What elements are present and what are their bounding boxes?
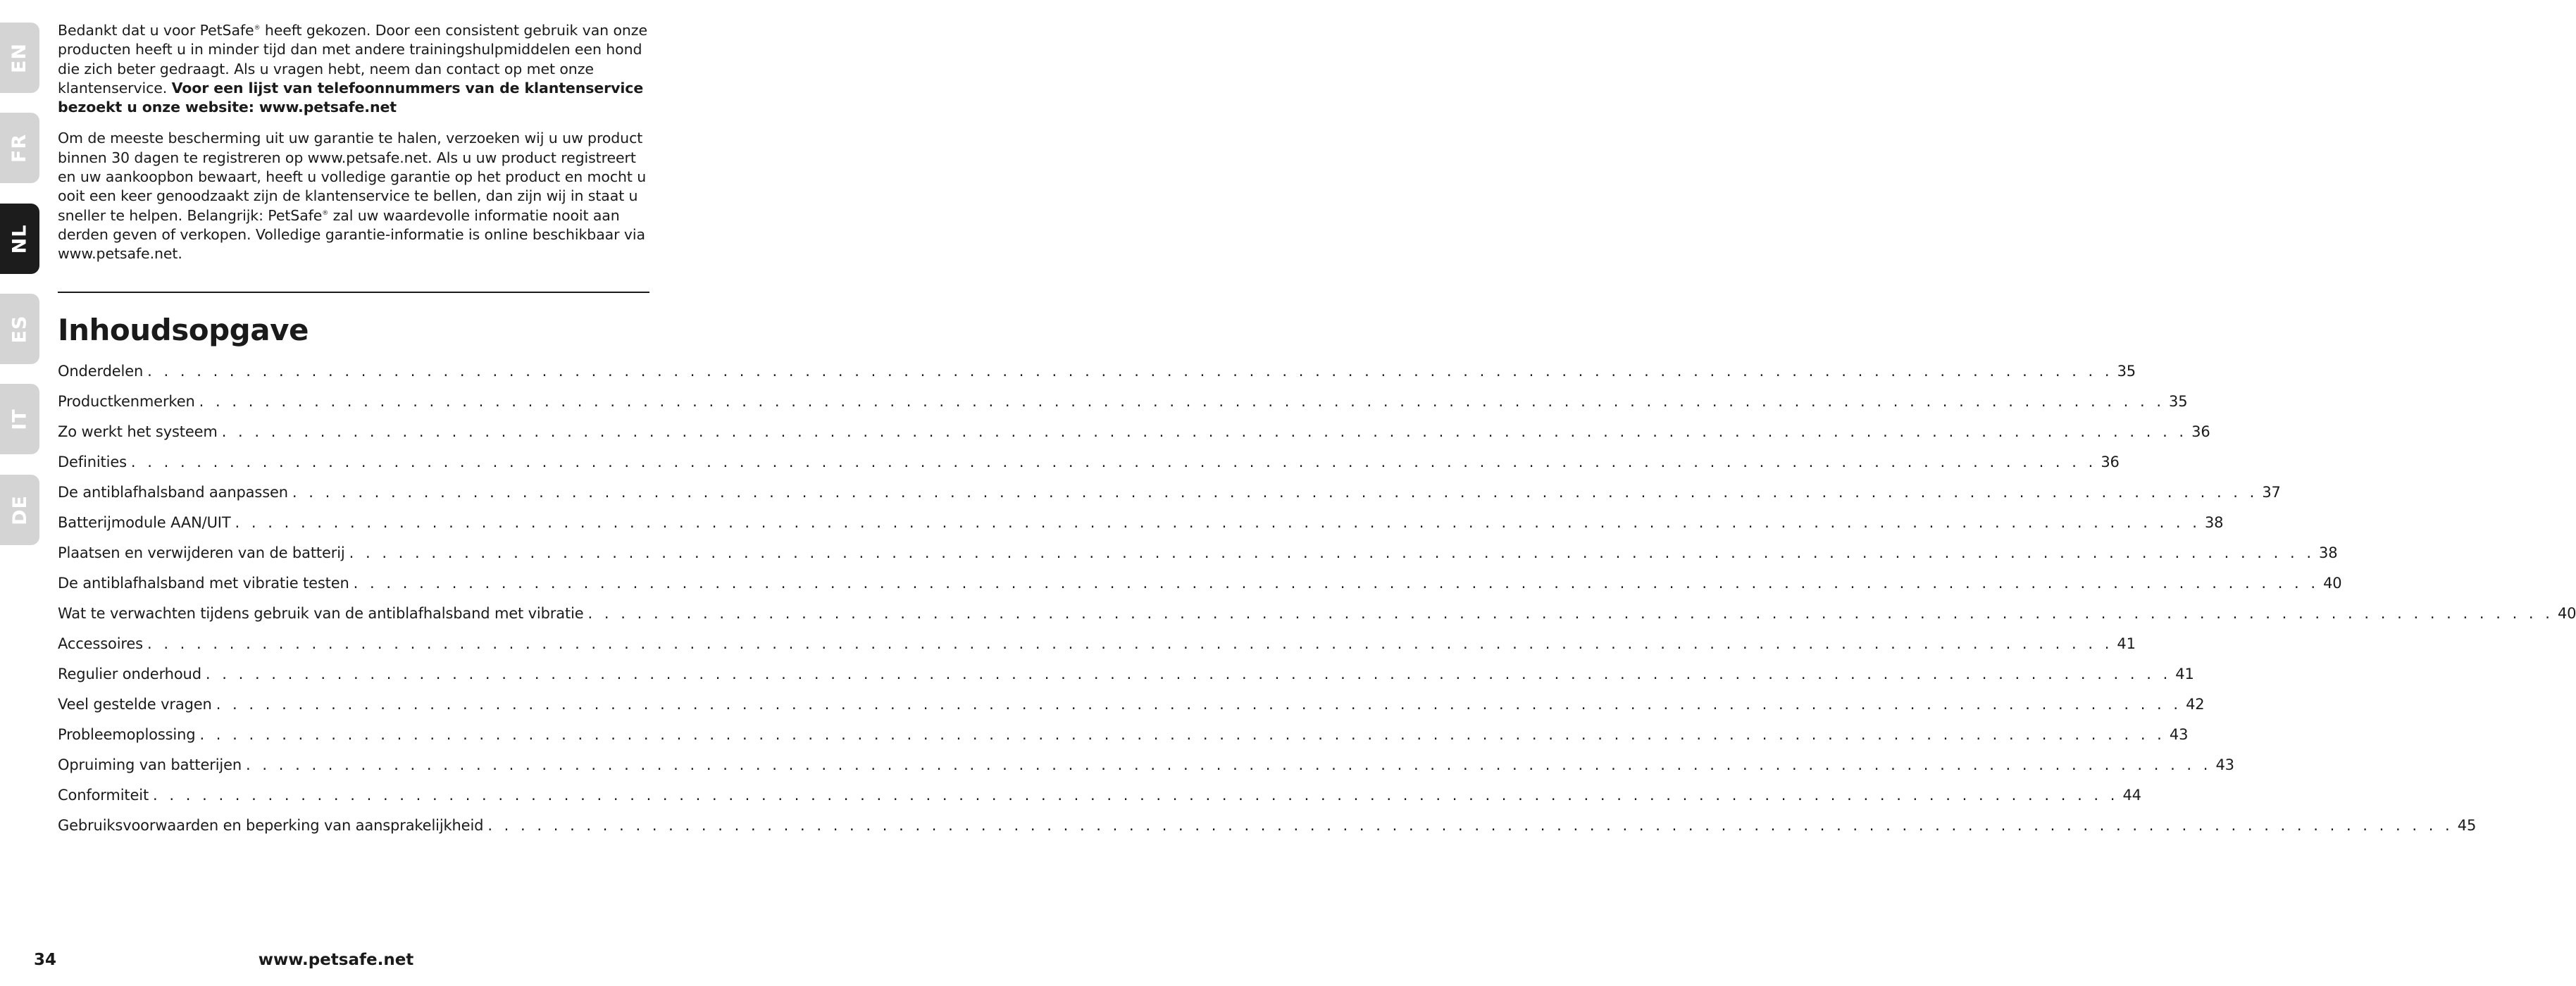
toc-entry-page: 37 (2262, 484, 2281, 501)
toc-entry[interactable] (58, 659, 2194, 689)
toc-dot-leader: . . . . . . . . . . . . . . . . . . . . . . . . . . . . . . . . . . . . . . . . . . . . . . . . . . . . . . . . . . . . . . . . . . . . . . . . . . . . . . . . . . . . . . . . . . . . . . . . . . . . . . . . . . . . . . . . . . . . . . . . (130, 454, 2097, 470)
language-tab-it[interactable] (0, 384, 39, 454)
language-tab-fr[interactable] (0, 113, 39, 183)
toc-entry-page: 41 (2175, 666, 2194, 682)
page-number: 34 (34, 951, 57, 969)
toc-entry-page: 38 (2319, 544, 2338, 561)
language-tab-label: DE (8, 494, 31, 525)
toc-entry[interactable] (58, 750, 2234, 780)
table-of-contents (58, 356, 2576, 841)
toc-dot-leader: . . . . . . . . . . . . . . . . . . . . . . . . . . . . . . . . . . . . . . . . . . . . . . . . . . . . . . . . . . . . . . . . . . . . . . . . . . . . . . . . . . . . . . . . . . . . . . . . . . . . . . . . . . . . . . . . . . . . . . . . (199, 726, 2165, 743)
language-tab-en[interactable] (0, 23, 39, 93)
toc-entry-title: De antiblafhalsband met vibratie testen (58, 575, 349, 592)
toc-entry-page: 36 (2101, 454, 2120, 470)
language-tab-label: EN (8, 42, 31, 73)
toc-entry[interactable] (58, 417, 2210, 447)
toc-dot-leader: . . . . . . . . . . . . . . . . . . . . . . . . . . . . . . . . . . . . . . . . . . . . . . . . . . . . . . . . . . . . . . . . . . . . . . . . . . . . . . . . . . . . . . . . . . . . . . . . . . . . . . . . . . . . . . . . . . . . . . . . (235, 514, 2201, 531)
toc-dot-leader: . . . . . . . . . . . . . . . . . . . . . . . . . . . . . . . . . . . . . . . . . . . . . . . . . . . . . . . . . . . . . . . . . . . . . . . . . . . . . . . . . . . . . . . . . . . . . . . . . . . . . . . . . . . . . . . . . . . . . . . . (147, 363, 2113, 380)
toc-dot-leader: . . . . . . . . . . . . . . . . . . . . . . . . . . . . . . . . . . . . . . . . . . . . . . . . . . . . . . . . . . . . . . . . . . . . . . . . . . . . . . . . . . . . . . . . . . . . . . . . . . . . . . . . . . . . . . . . . . . . . . . . (153, 787, 2119, 804)
toc-entry[interactable] (58, 447, 2120, 478)
toc-entry-title: Zo werkt het systeem (58, 423, 218, 440)
toc-entry[interactable] (58, 689, 2205, 720)
language-tab-de[interactable] (0, 475, 39, 545)
toc-entry[interactable] (58, 780, 2141, 811)
toc-entry-title: Conformiteit (58, 787, 149, 804)
toc-entry-page: 44 (2122, 787, 2141, 804)
toc-dot-leader: . . . . . . . . . . . . . . . . . . . . . . . . . . . . . . . . . . . . . . . . . . . . . . . . . . . . . . . . . . . . . . . . . . . . . . . . . . . . . . . . . . . . . . . . . . . . . . . . . . . . . . . . . . . . . . . . . . . . . . . . (216, 696, 2182, 713)
toc-entry-page: 35 (2117, 363, 2136, 380)
toc-entry-page: 42 (2186, 696, 2205, 713)
intro-text-segment: zal uw waardevolle informatie nooit aan derden geven of verkopen. Volledige garantie-informatie is online beschikbaar via www.petsafe.net. (58, 206, 645, 263)
toc-dot-leader: . . . . . . . . . . . . . . . . . . . . . . . . . . . . . . . . . . . . . . . . . . . . . . . . . . . . . . . . . . . . . . . . . . . . . . . . . . . . . . . . . . . . . . . . . . . . . . . . . . . . . . . . . . . . . . . . . . . . . . . . (147, 635, 2113, 652)
toc-entry-page: 41 (2117, 635, 2136, 652)
language-tab-label: FR (8, 133, 31, 163)
toc-entry-title: Veel gestelde vragen (58, 696, 212, 713)
toc-dot-leader: . . . . . . . . . . . . . . . . . . . . . . . . . . . . . . . . . . . . . . . . . . . . . . . . . . . . . . . . . . . . . . . . . . . . . . . . . . . . . . . . . . . . . . . . . . . . . . . . . . . . . . . . . . . . . . . . . . . . . . . . (199, 393, 2165, 410)
language-tab-label: ES (8, 315, 31, 343)
intro-paragraph-2 (58, 129, 649, 263)
toc-entry[interactable] (58, 356, 2136, 387)
toc-entry-page: 45 (2457, 817, 2477, 834)
toc-entry[interactable] (58, 568, 2342, 599)
toc-dot-leader: . . . . . . . . . . . . . . . . . . . . . . . . . . . . . . . . . . . . . . . . . . . . . . . . . . . . . . . . . . . . . . . . . . . . . . . . . . . . . . . . . . . . . . . . . . . . . . . . . . . . . . . . . . . . . . . . . . . . . . . . (246, 756, 2212, 773)
toc-dot-leader: . . . . . . . . . . . . . . . . . . . . . . . . . . . . . . . . . . . . . . . . . . . . . . . . . . . . . . . . . . . . . . . . . . . . . . . . . . . . . . . . . . . . . . . . . . . . . . . . . . . . . . . . . . . . . . . . . . . . . . . . (487, 817, 2453, 834)
language-tab-label: IT (8, 408, 31, 430)
toc-entry-page: 38 (2204, 514, 2224, 531)
footer-url[interactable]: www.petsafe.net (258, 951, 414, 969)
toc-entry-title: Gebruiksvoorwaarden en beperking van aansprakelijkheid (58, 817, 484, 834)
toc-entry-title: Definities (58, 454, 127, 470)
toc-entry-title: Plaatsen en verwijderen van de batterij (58, 544, 345, 561)
registered-mark: ® (254, 25, 261, 32)
toc-entry-title: Accessoires (58, 635, 143, 652)
toc-entry[interactable] (58, 720, 2189, 750)
customer-service-note: Voor een lijst van telefoonnummers van de klantenservice bezoekt u onze website: www.petsafe.net (58, 79, 644, 116)
toc-heading: Inhoudsopgave (58, 313, 309, 347)
toc-entry-page: 35 (2169, 393, 2188, 410)
toc-entry-title: Opruiming van batterijen (58, 756, 242, 773)
toc-entry[interactable] (58, 629, 2136, 659)
language-tab-es[interactable] (0, 294, 39, 364)
intro-text (58, 21, 649, 264)
toc-dot-leader: . . . . . . . . . . . . . . . . . . . . . . . . . . . . . . . . . . . . . . . . . . . . . . . . . . . . . . . . . . . . . . . . . . . . . . . . . . . . . . . . . . . . . . . . . . . . . . . . . . . . . . . . . . . . . . . . . . . . . . . . (221, 423, 2188, 440)
toc-entry[interactable] (58, 811, 2477, 841)
toc-dot-leader: . . . . . . . . . . . . . . . . . . . . . . . . . . . . . . . . . . . . . . . . . . . . . . . . . . . . . . . . . . . . . . . . . . . . . . . . . . . . . . . . . . . . . . . . . . . . . . . . . . . . . . . . . . . . . . . . . . . . . . . . (353, 575, 2320, 592)
toc-entry-title: Onderdelen (58, 363, 144, 380)
registered-mark: ® (322, 209, 329, 217)
toc-entry-page: 43 (2215, 756, 2234, 773)
toc-entry-title: Batterijmodule AAN/UIT (58, 514, 231, 531)
toc-dot-leader: . . . . . . . . . . . . . . . . . . . . . . . . . . . . . . . . . . . . . . . . . . . . . . . . . . . . . . . . . . . . . . . . . . . . . . . . . . . . . . . . . . . . . . . . . . . . . . . . . . . . . . . . . . . . . . . . . . . . . . . . (205, 666, 2172, 682)
toc-dot-leader: . . . . . . . . . . . . . . . . . . . . . . . . . . . . . . . . . . . . . . . . . . . . . . . . . . . . . . . . . . . . . . . . . . . . . . . . . . . . . . . . . . . . . . . . . . . . . . . . . . . . . . . . . . . . . . . . . . . . . . . . (292, 484, 2258, 501)
language-tab-nl[interactable] (0, 204, 39, 274)
toc-dot-leader: . . . . . . . . . . . . . . . . . . . . . . . . . . . . . . . . . . . . . . . . . . . . . . . . . . . . . . . . . . . . . . . . . . . . . . . . . . . . . . . . . . . . . . . . . . . . . . . . . . . . . . . . . . . . . . . . . . . . . . . . (349, 544, 2315, 561)
toc-entry[interactable] (58, 599, 2576, 629)
intro-text-segment: Bedankt dat u voor PetSafe (58, 22, 254, 39)
section-divider (58, 292, 649, 293)
toc-entry-title: Productkenmerken (58, 393, 195, 410)
toc-entry[interactable] (58, 387, 2188, 417)
toc-entry-page: 43 (2169, 726, 2189, 743)
toc-entry-page: 40 (2323, 575, 2342, 592)
toc-dot-leader: . . . . . . . . . . . . . . . . . . . . . . . . . . . . . . . . . . . . . . . . . . . . . . . . . . . . . . . . . . . . . . . . . . . . . . . . . . . . . . . . . . . . . . . . . . . . . . . . . . . . . . . . . . . . . . . . . . . . . . . . (587, 605, 2553, 622)
toc-entry-page: 40 (2557, 605, 2576, 622)
toc-entry-title: Probleemoplossing (58, 726, 196, 743)
intro-text-segment: Om de meeste bescherming uit uw garantie te halen, verzoeken wij u uw product binnen 30 dagen te registreren op www.petsafe.net. Als u uw product registreert en uw aankoopbon bewaart, heeft u volledige garantie op het product en mocht u ooit een keer genoodzaakt zijn de klantenservice te bellen, dan zijn wij in staat u sneller te helpen. Belangrijk: PetSafe (58, 130, 647, 224)
toc-entry[interactable] (58, 478, 2281, 508)
toc-entry-title: Wat te verwachten tijdens gebruik van de antiblafhalsband met vibratie (58, 605, 584, 622)
language-tab-label: NL (8, 224, 31, 254)
intro-text-segment: heeft gekozen. Door een consistent gebruik van onze producten heeft u in minder tijd dan met andere trainingshulpmiddelen een hond die zich beter gedraagt. Als u vragen hebt, neem dan contact op met onze klantenservice. (58, 22, 647, 96)
toc-entry-title: Regulier onderhoud (58, 666, 201, 682)
toc-entry-page: 36 (2191, 423, 2210, 440)
language-tabs (0, 0, 39, 986)
intro-paragraph-1 (58, 21, 649, 117)
toc-entry[interactable] (58, 508, 2224, 538)
toc-entry[interactable] (58, 538, 2338, 568)
toc-entry-title: De antiblafhalsband aanpassen (58, 484, 288, 501)
